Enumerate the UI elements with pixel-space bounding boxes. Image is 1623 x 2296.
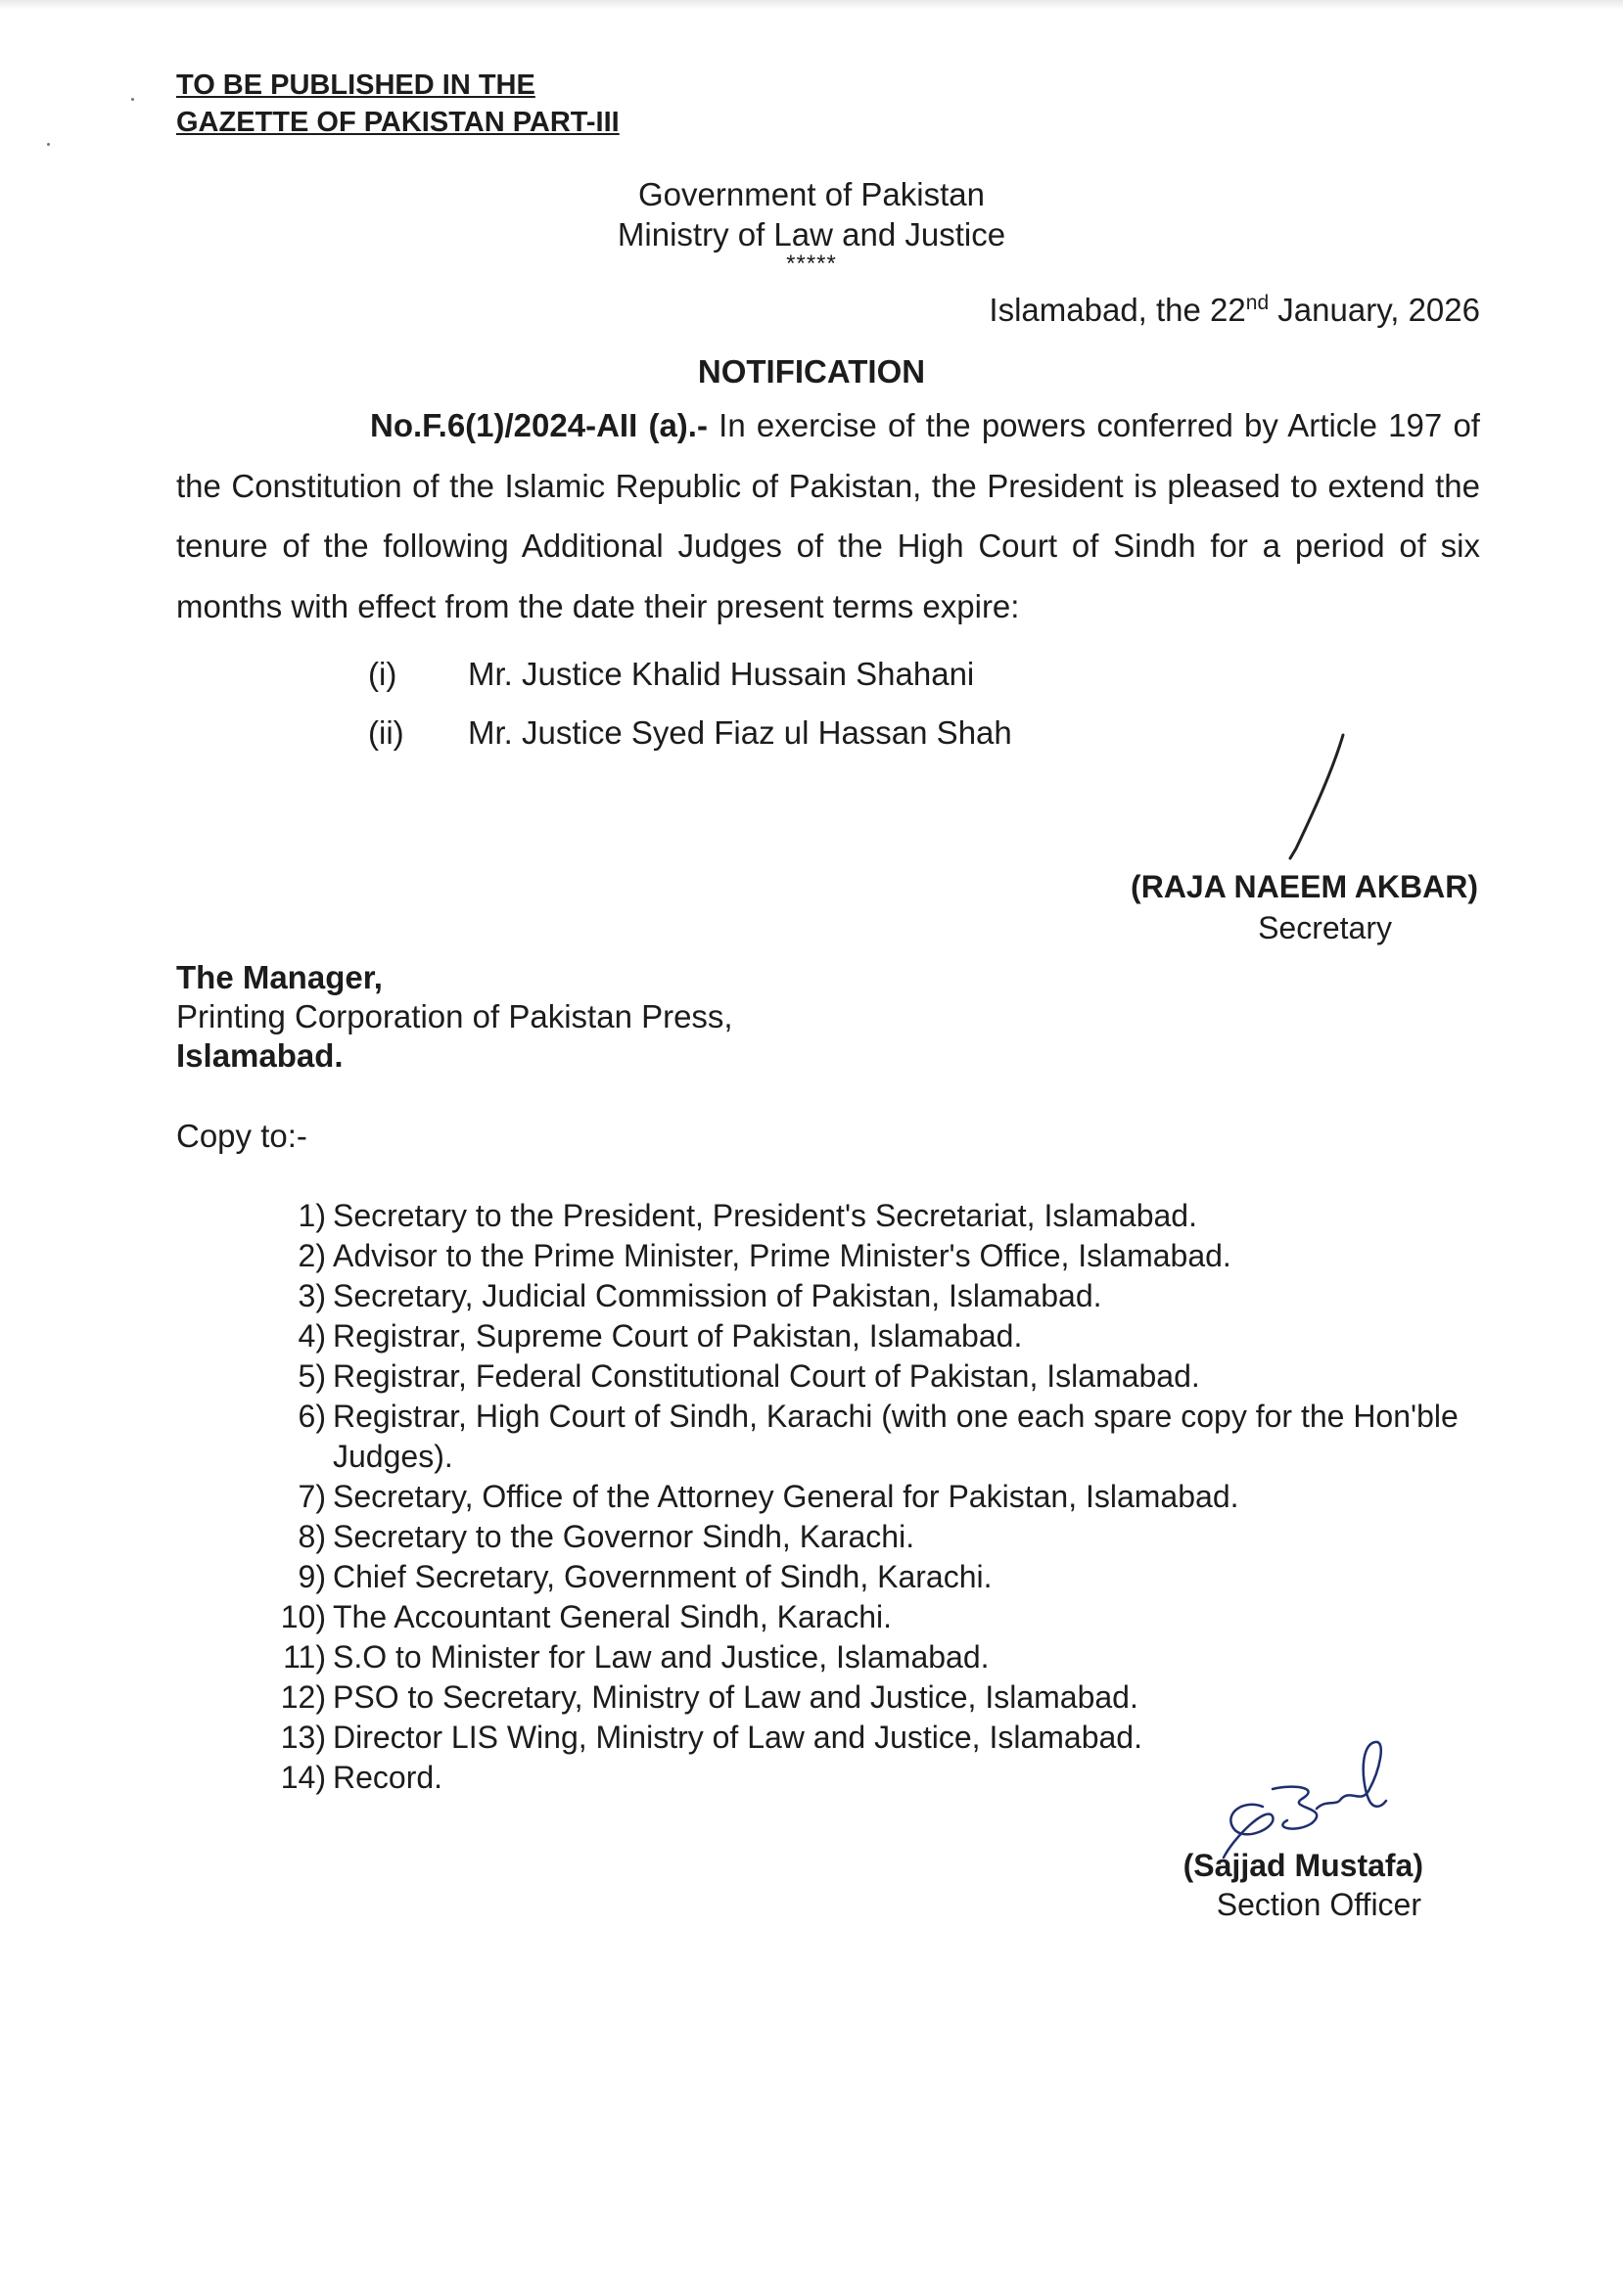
notification-number: No.F.6(1)/2024-AII (a).- (370, 407, 708, 443)
list-item (271, 1557, 1485, 1597)
copy-recipient: Record. (333, 1760, 443, 1795)
copy-number: 11) (283, 1639, 326, 1675)
copy-recipient: Registrar, Federal Constitutional Court of Pakistan, Islamabad. (333, 1358, 1200, 1394)
gazette-heading (176, 67, 620, 141)
copy-recipient: Director LIS Wing, Ministry of Law and Justice, Islamabad. (333, 1720, 1142, 1755)
judge-name: Mr. Justice Khalid Hussain Shahani (468, 656, 975, 692)
scan-edge (0, 0, 1623, 10)
copy-number: 3) (298, 1278, 326, 1313)
section-officer-title: Section Officer (1216, 1887, 1421, 1922)
notification-body (176, 395, 1480, 636)
copy-recipient: Secretary, Office of the Attorney General for Pakistan, Islamabad. (333, 1479, 1239, 1514)
secretary-signature (1273, 729, 1351, 866)
copy-number: 9) (298, 1559, 326, 1594)
copy-number: 14) (280, 1760, 326, 1795)
judge-number: (i) (368, 656, 397, 692)
list-item (271, 1236, 1485, 1276)
copy-recipient: Chief Secretary, Government of Sindh, Karachi. (333, 1559, 993, 1594)
copy-recipient: S.O to Minister for Law and Justice, Islamabad. (333, 1639, 990, 1675)
list-item (271, 1677, 1485, 1718)
copy-number: 12) (280, 1679, 326, 1715)
signatory-title: Secretary (1258, 910, 1392, 945)
list-item (271, 1276, 1485, 1316)
copy-recipient: Registrar, High Court of Sindh, Karachi (with one each spare copy for the Hon'ble Judges). (333, 1399, 1459, 1474)
date-prefix: Islamabad, the 22 (989, 292, 1246, 328)
notification-title: NOTIFICATION (697, 353, 926, 390)
list-item (271, 1316, 1485, 1356)
copy-recipient: Secretary to the President, President's Secretariat, Islamabad. (333, 1198, 1197, 1233)
separator-stars: ***** (786, 251, 837, 277)
copy-number: 13) (280, 1720, 326, 1755)
gazette-line-2: GAZETTE OF PAKISTAN PART-III (176, 107, 620, 138)
government-name: Government of Pakistan (637, 176, 985, 212)
addressee-line-2: Printing Corporation of Pakistan Press, (176, 998, 733, 1034)
addressee-line-3: Islamabad. (176, 1037, 344, 1074)
list-item (271, 1477, 1485, 1517)
copy-number: 7) (298, 1479, 326, 1514)
copy-recipient: Registrar, Supreme Court of Pakistan, Islamabad. (333, 1318, 1023, 1354)
judge-number: (ii) (368, 714, 404, 751)
list-item (271, 1196, 1485, 1236)
copy-recipient: The Accountant General Sindh, Karachi. (333, 1599, 893, 1634)
date-ordinal: nd (1245, 292, 1270, 314)
list-item (271, 1397, 1485, 1477)
copy-number: 6) (298, 1399, 326, 1434)
copy-number: 8) (298, 1519, 326, 1554)
date-rest: January, 2026 (1269, 292, 1480, 328)
notification-text: In exercise of the powers conferred by Article 197 of the Constitution of the Islamic Republic of Pakistan, the President is pleased to extend the tenure of the following Additional Judges of the High Court of Sindh for a period of six months with effect from the date their present terms expire: (176, 407, 1480, 624)
signatory-name: (RAJA NAEEM AKBAR) (1131, 869, 1478, 904)
scan-speck (131, 98, 134, 101)
copy-to-list (271, 1196, 1485, 1798)
copy-number: 5) (298, 1358, 326, 1394)
judge-name: Mr. Justice Syed Fiaz ul Hassan Shah (468, 714, 1012, 751)
ministry-name: Ministry of Law and Justice (617, 216, 1006, 253)
copy-to-label: Copy to:- (176, 1118, 307, 1154)
gazette-line-1: TO BE PUBLISHED IN THE (176, 69, 535, 101)
copy-recipient: Secretary to the Governor Sindh, Karachi. (333, 1519, 915, 1554)
copy-number: 4) (298, 1318, 326, 1354)
copy-number: 2) (298, 1238, 326, 1273)
copy-recipient: PSO to Secretary, Ministry of Law and Justice, Islamabad. (333, 1679, 1138, 1715)
list-item (271, 1637, 1485, 1677)
scan-speck (47, 143, 50, 146)
list-item (271, 1517, 1485, 1557)
issue-date (989, 292, 1480, 329)
section-officer-name: (Sajjad Mustafa) (1182, 1848, 1423, 1883)
copy-recipient: Advisor to the Prime Minister, Prime Minister's Office, Islamabad. (333, 1238, 1231, 1273)
addressee-line-1: The Manager, (176, 959, 383, 995)
list-item (271, 1356, 1485, 1397)
copy-number: 1) (298, 1198, 326, 1233)
copy-recipient: Secretary, Judicial Commission of Pakistan, Islamabad. (333, 1278, 1102, 1313)
list-item (271, 1597, 1485, 1637)
copy-number: 10) (280, 1599, 326, 1634)
